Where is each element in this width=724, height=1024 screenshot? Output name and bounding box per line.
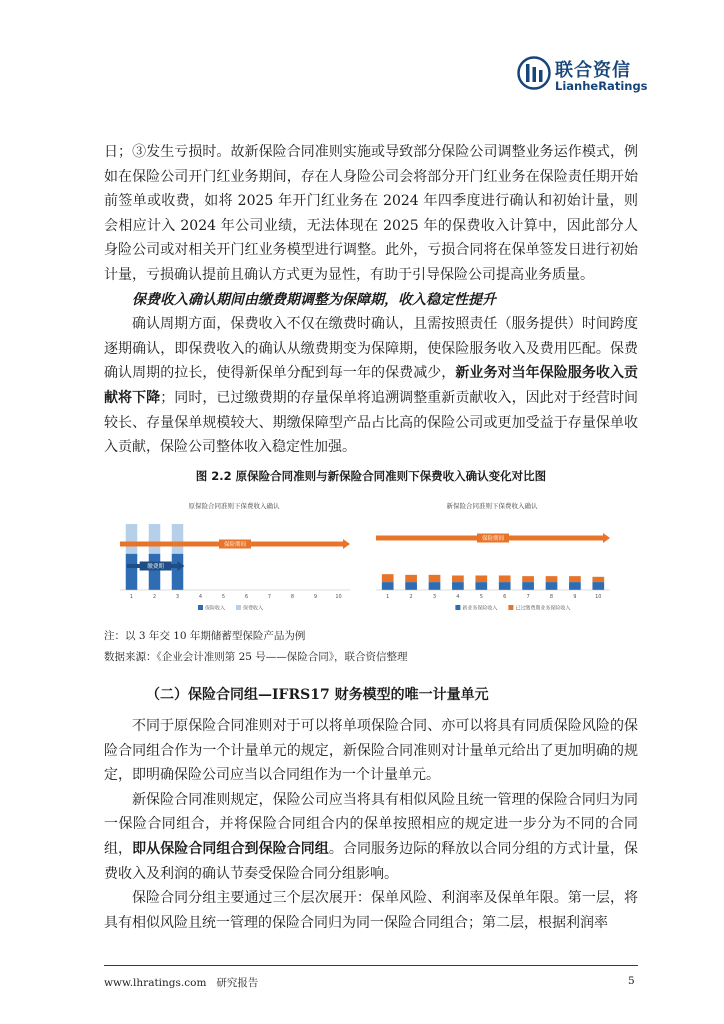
bar-bottom-8 xyxy=(546,582,558,590)
bar-top-8 xyxy=(546,576,558,582)
legend-swatch xyxy=(508,605,513,610)
x-tick-label: 3 xyxy=(175,594,180,600)
x-tick-label: 5 xyxy=(479,594,483,600)
annotation-label: 缴费期 xyxy=(147,564,164,570)
paragraph: 保险合同分组主要通过三个层次展开：保单风险、利润率及保单年限。第一层，将具有相似风险且统一管理的保险合同归为同一保险合同组合；第二层，根据利润率 xyxy=(104,890,638,931)
footer-text xyxy=(104,975,258,990)
bar-top-9 xyxy=(569,576,581,582)
legend-swatch xyxy=(236,605,241,610)
bar-bottom-1 xyxy=(126,554,138,590)
x-tick-label: 9 xyxy=(573,594,577,600)
chart-title: 新保险合同准则下保费收入确认 xyxy=(446,502,538,510)
annotation-label: 保险期间 xyxy=(481,536,505,542)
legend-swatch xyxy=(198,605,203,610)
paragraph: 不同于原保险合同准则对于可以将单项保险合同、亦可以将具有同质保险风险的保险合同组合作为一个计量单元的规定，新保险合同准则对计量单元给出了更加明确的规定，即明确保险公司应当以合同组作为一个计量单元。 xyxy=(104,718,638,784)
bar-bottom-3 xyxy=(172,554,184,590)
x-tick-label: 1 xyxy=(386,594,390,600)
bold-text: 即从保险合同组合到保险合同组 xyxy=(132,840,329,857)
bar-top-3 xyxy=(172,524,184,554)
chart-old-standard xyxy=(114,494,354,614)
x-tick-label: 9 xyxy=(313,594,318,600)
body-section-2 xyxy=(104,714,638,935)
bar-bottom-7 xyxy=(522,582,534,590)
body-section-1 xyxy=(104,140,638,460)
annotation-arrow-head xyxy=(343,539,350,549)
lianhe-logo-icon xyxy=(517,56,551,90)
x-tick-label: 5 xyxy=(221,594,226,600)
x-tick-label: 7 xyxy=(267,594,272,600)
text-run: 新保险合同准则规定，保险公司应当将具有相似风险且统一管理的保险合同归为同一保险合同组合，并将保险合同组合内的保单按照相应的规定进一步分为不同的合同组， xyxy=(104,791,638,857)
x-tick-label: 4 xyxy=(456,594,460,600)
x-tick-label: 6 xyxy=(244,594,249,600)
bar-bottom-2 xyxy=(149,554,161,590)
x-tick-label: 8 xyxy=(290,594,295,600)
bar-top-2 xyxy=(149,524,161,554)
bold-text: 新业务对当年保险服务收入贡献将下降 xyxy=(104,365,639,406)
page-number: 5 xyxy=(628,975,635,987)
subheading: 保费收入确认期间由缴费期调整为保障期，收入稳定性提升 xyxy=(132,291,496,308)
annotation-arrow-head xyxy=(603,533,610,543)
logo-text-en: LianheRatings xyxy=(555,79,648,93)
legend-label: 保费收入 xyxy=(243,605,264,612)
legend-swatch xyxy=(455,605,460,610)
legend-label: 已过缴费期业务保险收入 xyxy=(515,605,571,612)
footer-divider xyxy=(104,965,638,966)
bar-bottom-10 xyxy=(592,582,604,590)
x-tick-label: 10 xyxy=(595,594,602,600)
bar-top-7 xyxy=(522,576,534,582)
company-logo xyxy=(517,56,647,96)
x-tick-label: 6 xyxy=(503,594,507,600)
bar-top-10 xyxy=(592,577,604,582)
figure-source: 数据来源：《企业会计准则第 25 号——保险合同》，联合资信整理 xyxy=(104,651,408,663)
x-tick-label: 10 xyxy=(335,594,342,600)
x-tick-label: 4 xyxy=(198,594,203,600)
bar-bottom-5 xyxy=(475,582,487,590)
legend-label: 新业务保险收入 xyxy=(462,605,498,612)
footer-url[interactable]: www.lhratings.com xyxy=(104,977,207,989)
x-tick-label: 7 xyxy=(526,594,530,600)
bar-top-5 xyxy=(475,575,487,582)
text-run: 。合同服务边际的释放以合同分组的方式计量，保费收入及利润的确认节奏受保险合同分组影响。 xyxy=(104,840,639,882)
x-tick-label: 1 xyxy=(129,594,134,600)
section-heading: （二）保险合同组—IFRS17 财务模型的唯一计量单元 xyxy=(146,687,489,703)
bar-top-1 xyxy=(126,524,138,554)
text-run: 确认周期方面，保费收入不仅在缴费时确认，且需按照责任（服务提供）时间跨度逐期确认，即保费收入的确认从缴费期变为保障期，使保险服务收入及费用匹配。保费确认周期的拉长，使得新保单分配到每一年的保费减少， xyxy=(104,316,638,382)
legend-label: 保险收入 xyxy=(205,605,226,612)
paragraph xyxy=(104,788,638,886)
annotation-label: 保险期间 xyxy=(223,542,247,548)
bar-bottom-4 xyxy=(452,582,464,590)
bar-top-1 xyxy=(382,574,394,582)
x-tick-label: 2 xyxy=(409,594,413,600)
footer-label: 研究报告 xyxy=(216,977,259,989)
figure-note: 注：以 3 年交 10 年期储蓄型保险产品为例 xyxy=(104,630,306,642)
paragraph xyxy=(104,312,638,460)
x-tick-label: 2 xyxy=(152,594,157,600)
bar-top-3 xyxy=(429,575,441,582)
chart-new-standard xyxy=(370,494,614,614)
bar-bottom-3 xyxy=(429,582,441,590)
bar-bottom-6 xyxy=(499,582,511,590)
bar-bottom-9 xyxy=(569,582,581,590)
bar-bottom-2 xyxy=(405,582,417,590)
logo-text-cn: 联合资信 xyxy=(555,60,631,81)
bar-top-6 xyxy=(499,575,511,582)
bar-bottom-1 xyxy=(382,582,394,590)
x-tick-label: 8 xyxy=(549,594,554,600)
paragraph: 日；③发生亏损时。故新保险合同准则实施或导致部分保险公司调整业务运作模式，例如在保险公司开门红业务期间，存在人身险公司会将部分开门红业务在保险责任期开始前签单或收费，如将 2025 年开门红业务在 2024 年四季度进行确认和初始计量，则会相应计入 2024 年公司业绩，无法体现在 2025 年的保费收入计算中，因此部分人身险公司或对相关开门红业务模型进行调整。此外，亏损合同将在保单签发日进行初始计量，亏损确认提前且确认方式更为显性，有助于引导保险公司提高业务质量。 xyxy=(104,144,638,283)
figure-title: 图 2.2 原保险合同准则与新保险合同准则下保费收入确认变化对比图 xyxy=(195,469,547,483)
text-run: ；同时，已过缴费期的存量保单将追溯调整重新贡献收入，因此对于经营时间较长、存量保单规模较大、期缴保障型产品占比高的保险公司或更加受益于存量保单收入贡献，保险公司整体收入稳定性加强。 xyxy=(104,389,639,456)
bar-top-4 xyxy=(452,575,464,582)
chart-title: 原保险合同准则下保费收入确认 xyxy=(188,502,280,510)
x-tick-label: 3 xyxy=(432,594,437,600)
bar-top-2 xyxy=(405,575,417,582)
